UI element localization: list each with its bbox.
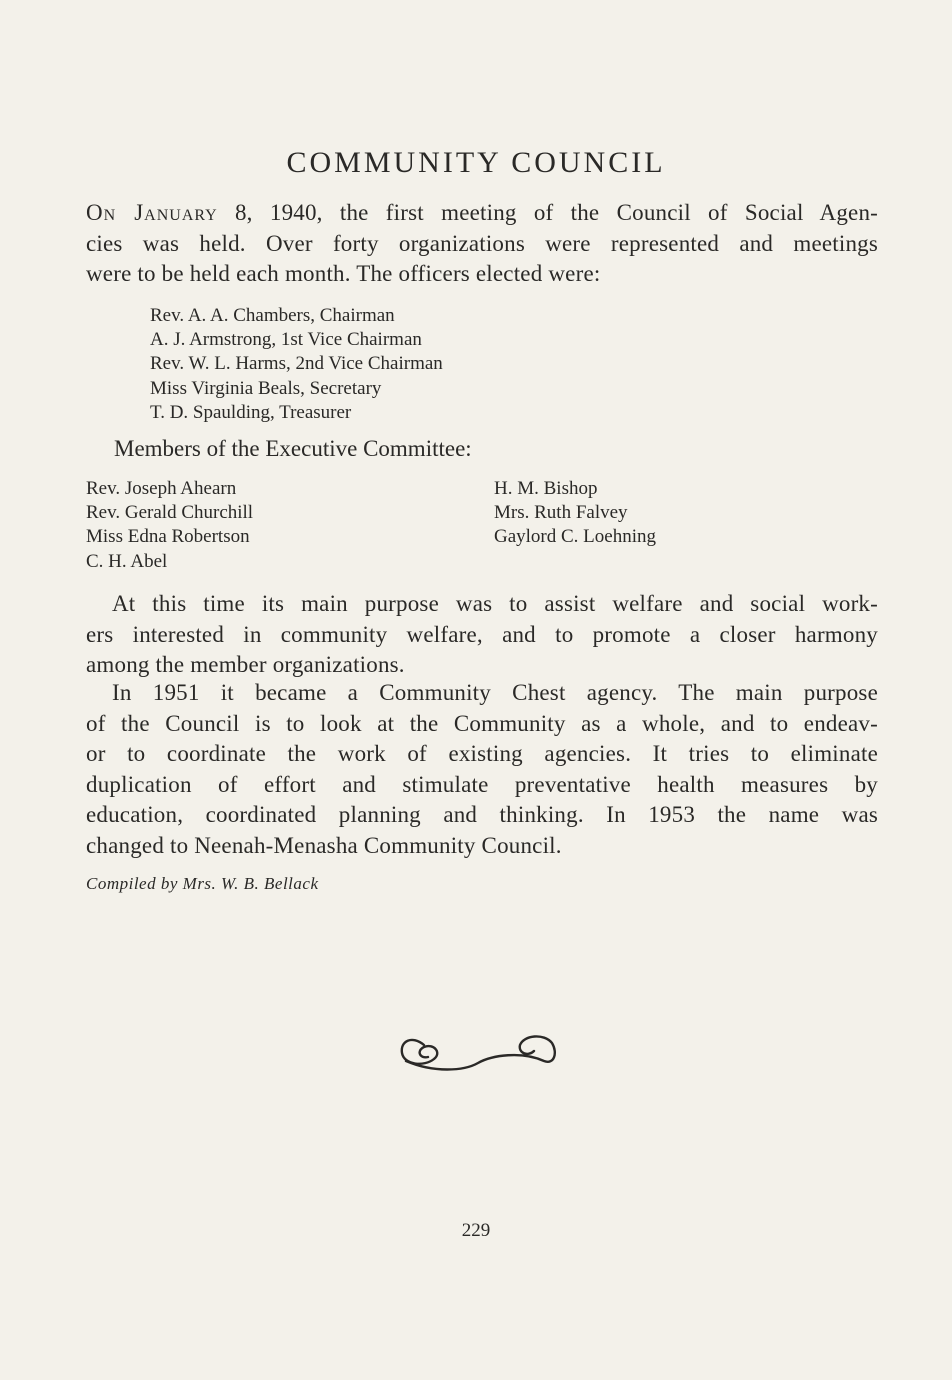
- chest-line: duplication of effort and stimulate preventative health measures by: [86, 771, 878, 797]
- officer-item: Rev. W. L. Harms, 2nd Vice Chairman: [150, 353, 443, 375]
- purpose-line: among the member organizations.: [86, 652, 405, 677]
- intro-line-1: [86, 198, 878, 229]
- chest-line: or to coordinate the work of existing agencies. It tries to eliminate: [86, 741, 878, 766]
- decorative-swash-ornament: [394, 1021, 562, 1077]
- executive-member: Miss Edna Robertson: [86, 526, 250, 548]
- executive-member: H. M. Bishop: [494, 478, 598, 499]
- intro-lead-smallcaps: On January: [86, 200, 218, 225]
- officers-list: [150, 304, 443, 425]
- executive-members-left: [86, 477, 253, 574]
- chest-line: of the Council is to look at the Community as a whole, and to endeav-: [86, 710, 878, 736]
- intro-line-1-rest: 8, 1940, the first meeting of the Council of Social Agen-: [217, 200, 879, 225]
- page-title: COMMUNITY COUNCIL: [286, 146, 666, 179]
- executive-member: Rev. Joseph Ahearn: [86, 478, 237, 499]
- purpose-line: ers interested in community welfare, and to promote a closer harmony: [86, 621, 878, 647]
- chest-line: In 1951 it became a Community Chest agency. The main purpose: [112, 680, 878, 705]
- compiler-credit: Compiled by Mrs. W. B. Bellack: [86, 874, 319, 893]
- purpose-paragraph: [86, 589, 878, 681]
- chest-paragraph: [86, 678, 878, 861]
- executive-member: Rev. Gerald Churchill: [86, 502, 254, 524]
- chest-line: education, coordinated planning and thinking. In 1953 the name was: [86, 802, 878, 827]
- executive-member: C. H. Abel: [86, 550, 168, 572]
- intro-paragraph: [86, 198, 878, 290]
- chest-line: changed to Neenah-Menasha Community Council.: [86, 832, 562, 858]
- executive-committee-heading: Members of the Executive Committee:: [114, 436, 472, 461]
- intro-line-3: were to be held each month. The officers elected were:: [86, 261, 601, 286]
- executive-member: Gaylord C. Loehning: [494, 526, 657, 548]
- executive-member: Mrs. Ruth Falvey: [494, 502, 628, 524]
- page-number: 229: [461, 1220, 491, 1241]
- executive-members-right: [494, 477, 656, 550]
- officer-item: Rev. A. A. Chambers, Chairman: [150, 305, 395, 326]
- intro-line-2: cies was held. Over forty organizations were represented and meetings: [86, 230, 878, 256]
- purpose-line: At this time its main purpose was to assist welfare and social work-: [112, 591, 878, 616]
- officer-item: T. D. Spaulding, Treasurer: [150, 401, 352, 423]
- officer-item: Miss Virginia Beals, Secretary: [150, 377, 382, 399]
- officer-item: A. J. Armstrong, 1st Vice Chairman: [150, 329, 422, 351]
